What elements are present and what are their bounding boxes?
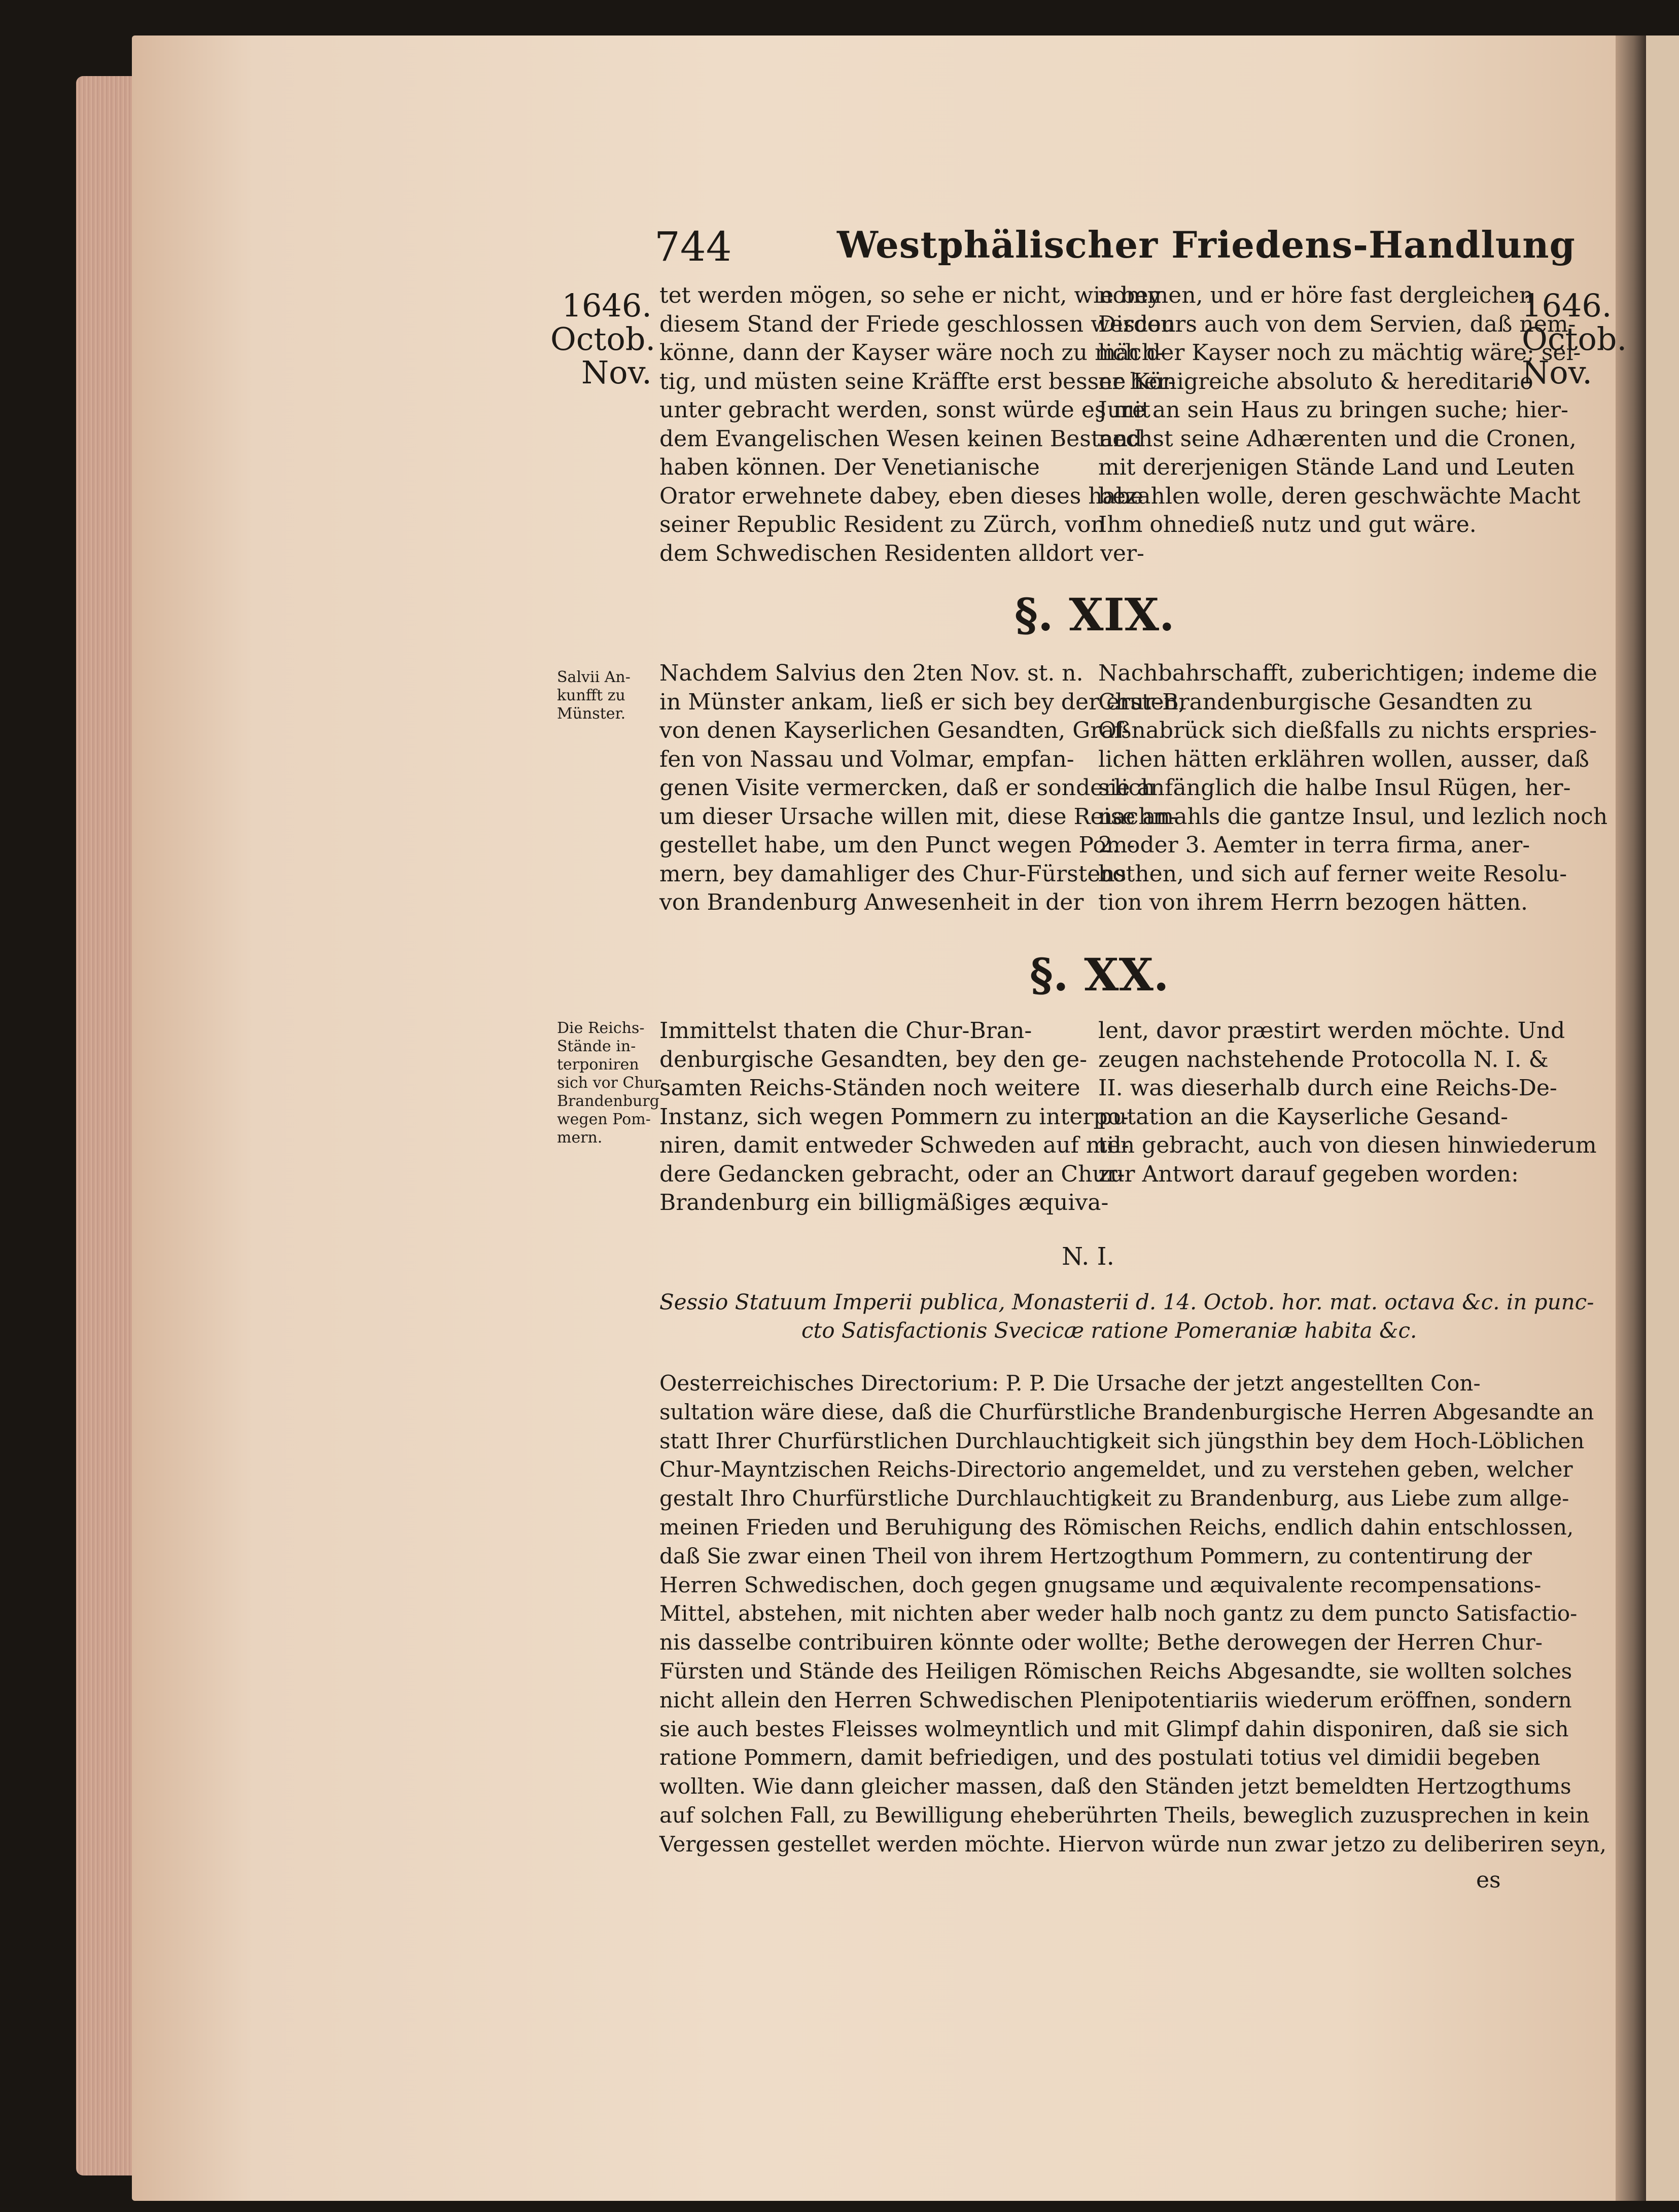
- text-line: könne, dann der Kayser wäre noch zu mäch-: [659, 340, 1164, 366]
- text-line: gestalt Ihro Churfürstliche Durchlauchtigkeit zu Brandenburg, aus Liebe zum allge-: [659, 1486, 1569, 1511]
- text-line: sultation wäre diese, daß die Churfürstliche Brandenburgische Herren Abgesandte an: [659, 1399, 1594, 1424]
- text-line: Chur-Mayntzischen Reichs-Directorio angemeldet, und zu verstehen geben, welcher: [659, 1457, 1573, 1482]
- text-line: Fürsten und Stände des Heiligen Römischen Reichs Abgesandte, sie wollten solches: [659, 1658, 1572, 1684]
- note-line: Stände in-: [557, 1038, 636, 1055]
- title-line: cto Satisfactionis Svecicæ ratione Pomeraniæ habita &c.: [801, 1318, 1417, 1343]
- text-line: ten gebracht, auch von diesen hinwiederum: [1098, 1132, 1597, 1158]
- text-line: mit dererjenigen Stände Land und Leuten: [1098, 454, 1575, 480]
- text-line: nachmahls die gantze Insul, und lezlich noch: [1098, 803, 1608, 830]
- text-line: statt Ihrer Churfürstlichen Durchlauchtigkeit sich jüngsthin bey dem Hoch-Löblichen: [659, 1428, 1585, 1453]
- date-month-2: Nov.: [1522, 354, 1592, 391]
- text-line: Mittel, abstehen, mit nichten aber weder halb noch gantz zu dem puncto Satisfactio-: [659, 1601, 1578, 1626]
- facing-page-edge: [1646, 35, 1679, 2201]
- text-line: nicht allein den Herren Schwedischen Plenipotentiariis wiederum eröffnen, sondern: [659, 1687, 1572, 1712]
- text-line: Herren Schwedischen, doch gegen gnugsame und æquivalente recompensations-: [659, 1572, 1542, 1597]
- text-line: bothen, und sich auf ferner weite Resolu-: [1098, 861, 1567, 887]
- page-number: 744: [654, 223, 732, 270]
- text-line: samten Reichs-Ständen noch weitere: [659, 1075, 1080, 1101]
- protocol-number: N. I.: [1062, 1242, 1114, 1271]
- text-line: nis dasselbe contribuiren könnte oder wollte; Bethe derowegen der Herren Chur-: [659, 1630, 1543, 1655]
- text-line: denburgische Gesandten, bey den ge-: [659, 1046, 1088, 1073]
- text-line: ne Königreiche absoluto & hereditario: [1098, 368, 1533, 395]
- text-line: tion von ihrem Herrn bezogen hätten.: [1098, 889, 1528, 915]
- text-line: Oßnabrück sich dießfalls zu nichts erspries-: [1098, 718, 1597, 743]
- text-line: dere Gedancken gebracht, oder an Chur-: [659, 1161, 1125, 1187]
- note-line: sich vor Chur-: [557, 1074, 667, 1092]
- section-xix-left-column: [659, 659, 1185, 917]
- text-line: bezahlen wolle, deren geschwächte Macht: [1098, 483, 1581, 509]
- text-line: zeugen nachstehende Protocolla N. I. &: [1098, 1046, 1549, 1073]
- text-line: dem Evangelischen Wesen keinen Bestand: [659, 425, 1142, 452]
- text-line: Orator erwehnete dabey, eben dieses habe: [659, 483, 1144, 509]
- section-xx-left-column: [659, 1017, 1129, 1218]
- text-line: sie auch bestes Fleisses wolmeyntlich und mit Glimpf dahin disponiren, daß sie sich: [659, 1716, 1569, 1741]
- note-line: Brandenburg: [557, 1092, 659, 1110]
- text-line: daß Sie zwar einen Theil von ihrem Hertzogthum Pommern, zu contentirung der: [659, 1543, 1532, 1568]
- text-line: um dieser Ursache willen mit, diese Reise an-: [659, 803, 1178, 830]
- text-line: mern, bey damahliger des Chur-Fürstens: [659, 861, 1127, 887]
- date-margin-right: [1522, 287, 1627, 391]
- note-line: Münster.: [557, 705, 626, 723]
- text-line: ratione Pommern, damit befriedigen, und des postulati totius vel dimidii begeben: [659, 1745, 1541, 1770]
- text-line: Instanz, sich wegen Pommern zu interpo-: [659, 1103, 1129, 1130]
- text-line: wollten. Wie dann gleicher massen, daß den Ständen jetzt bemeldten Hertzogthums: [659, 1774, 1571, 1799]
- margin-note-reichsstaende: [557, 1019, 667, 1147]
- text-line: Immittelst thaten die Chur-Bran-: [659, 1018, 1032, 1044]
- title-line: Sessio Statuum Imperii publica, Monasterii d. 14. Octob. hor. mat. octava &c. in punc-: [659, 1290, 1594, 1314]
- text-line: Chur-Brandenburgische Gesandten zu: [1098, 689, 1533, 715]
- text-line: dem Schwedischen Residenten alldort ver-: [659, 540, 1144, 566]
- text-line: von Brandenburg Anwesenheit in der: [659, 889, 1084, 915]
- note-line: wegen Pom-: [557, 1111, 651, 1128]
- text-line: haben können. Der Venetianische: [659, 454, 1040, 480]
- text-line: putation an die Kayserliche Gesand-: [1098, 1103, 1508, 1130]
- note-line: kunfft zu: [557, 687, 625, 704]
- note-line: terponiren: [557, 1056, 639, 1074]
- text-line: lich der Kayser noch zu mächtig wäre; sei-: [1098, 340, 1581, 366]
- date-month-1: Octob.: [1522, 320, 1627, 358]
- text-line: lent, davor præstirt werden möchte. Und: [1098, 1018, 1565, 1044]
- note-line: mern.: [557, 1129, 603, 1147]
- text-line: tig, und müsten seine Kräffte erst besser her-: [659, 368, 1176, 395]
- text-line: Discours auch von dem Servien, daß nem-: [1098, 311, 1576, 337]
- margin-note-salvius: [557, 668, 631, 723]
- note-line: Die Reichs-: [557, 1019, 645, 1037]
- text-line: auf solchen Fall, zu Bewilligung eheberührten Theils, beweglich zuzusprechen in kein: [659, 1802, 1590, 1828]
- protocol-title: [659, 1288, 1594, 1345]
- text-line: fen von Nassau und Volmar, empfan-: [659, 746, 1074, 772]
- date-year: 1646.: [562, 287, 652, 324]
- text-line: tet werden mögen, so sehe er nicht, wie bey: [659, 282, 1161, 308]
- text-line: zur Antwort darauf gegeben worden:: [1098, 1161, 1519, 1187]
- text-line: nechst seine Adhærenten und die Cronen,: [1098, 425, 1577, 452]
- section-xix-right-column: [1098, 659, 1608, 917]
- section-heading-xix: §. XIX.: [1015, 588, 1175, 641]
- date-margin-left: [550, 287, 656, 391]
- text-line: Jure an sein Haus zu bringen suche; hier-: [1098, 397, 1568, 423]
- text-line: 2. oder 3. Aemter in terra firma, aner-: [1098, 832, 1530, 858]
- text-line: Oesterreichisches Directorium: P. P. Die Ursache der jetzt angestellten Con-: [659, 1371, 1481, 1396]
- text-line: diesem Stand der Friede geschlossen werden: [659, 311, 1176, 337]
- text-line: Brandenburg ein billigmäßiges æquiva-: [659, 1190, 1109, 1216]
- text-line: meinen Frieden und Beruhigung des Römischen Reichs, endlich dahin entschlossen,: [659, 1514, 1574, 1540]
- date-month-2: Nov.: [581, 354, 652, 391]
- text-line: niren, damit entweder Schweden auf mil-: [659, 1132, 1129, 1158]
- text-line: nommen, und er höre fast dergleichen: [1098, 282, 1534, 308]
- running-title: Westphälischer Friedens-Handlung: [837, 223, 1576, 266]
- text-line: unter gebracht werden, sonst würde es mit: [659, 397, 1150, 423]
- text-line: II. was dieserhalb durch eine Reichs-De-: [1098, 1075, 1557, 1101]
- catchword: es: [1476, 1867, 1501, 1893]
- text-line: von denen Kayserlichen Gesandten, Graf-: [659, 718, 1130, 743]
- top-block-left-column: [659, 281, 1176, 568]
- text-line: sie anfänglich die halbe Insul Rügen, her-: [1098, 775, 1571, 801]
- text-line: Nachbahrschafft, zuberichtigen; indeme die: [1098, 660, 1597, 686]
- text-line: gestellet habe, um den Punct wegen Pom-: [659, 832, 1135, 858]
- text-line: seiner Republic Resident zu Zürch, von: [659, 512, 1105, 538]
- text-line: Ihm ohnedieß nutz und gut wäre.: [1098, 512, 1477, 538]
- protocol-body: [659, 1369, 1607, 1859]
- section-xx-right-column: [1098, 1017, 1597, 1189]
- date-month-1: Octob.: [550, 320, 656, 358]
- text-line: Vergessen gestellet werden möchte. Hiervon würde nun zwar jetzo zu deliberiren seyn,: [659, 1831, 1607, 1857]
- text-line: lichen hätten erklähren wollen, ausser, daß: [1098, 746, 1589, 772]
- text-line: Nachdem Salvius den 2ten Nov. st. n.: [659, 660, 1083, 686]
- text-line: genen Visite vermercken, daß er sonderlich: [659, 775, 1156, 801]
- note-line: Salvii An-: [557, 668, 631, 686]
- section-heading-xx: §. XX.: [1030, 948, 1169, 1001]
- date-year: 1646.: [1522, 287, 1612, 324]
- text-line: in Münster ankam, ließ er sich bey der ersten,: [659, 689, 1185, 715]
